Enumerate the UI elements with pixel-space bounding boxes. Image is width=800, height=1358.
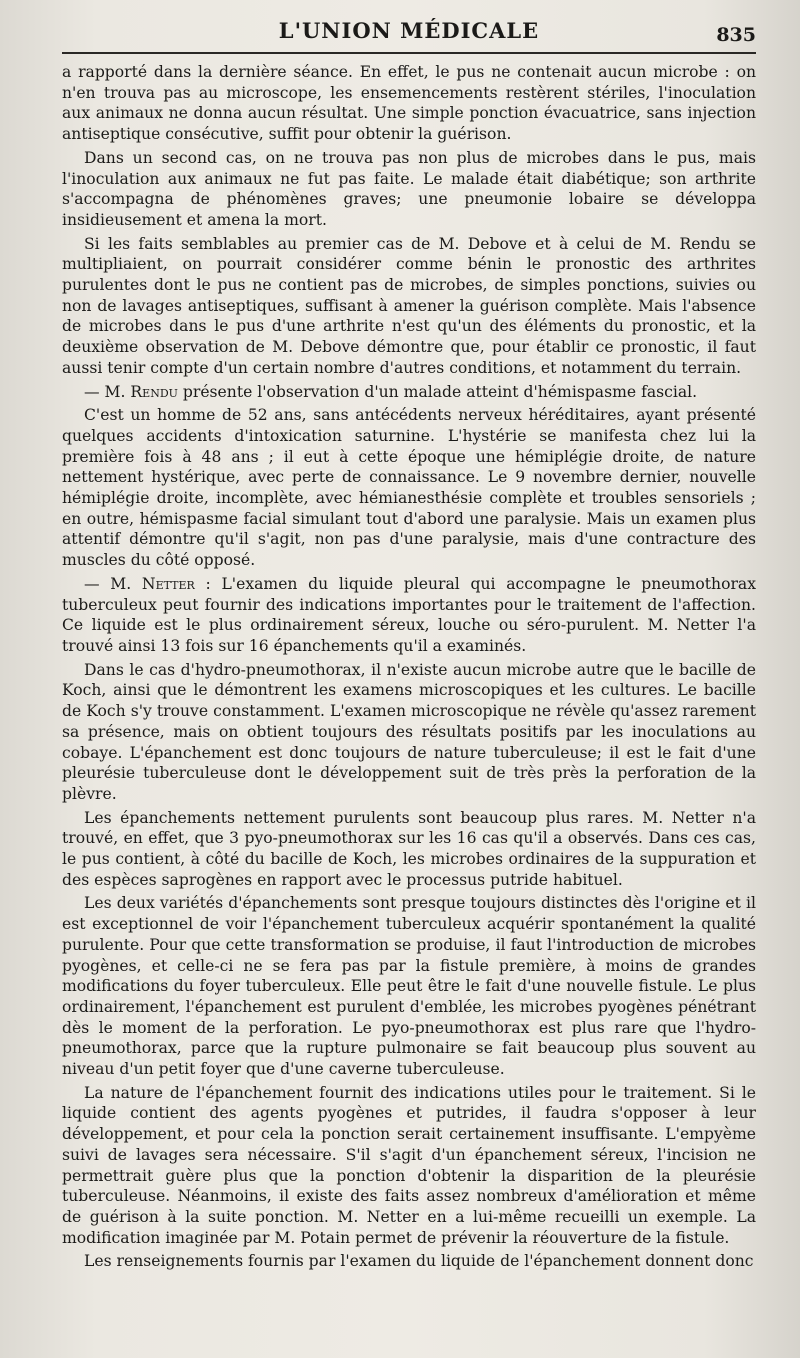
page-header [62, 18, 756, 54]
article-body [62, 62, 756, 1272]
paragraph: Dans un second cas, on ne trouva pas non plus de microbes dans le pus, mais l'inoculation aux animaux ne fut pas faite. Le malade était diabétique; son arthrite s'accompagna de phénomènes graves; une pneumonie lobaire se développa insidieusement et amena la mort. [62, 148, 756, 229]
page-number: 835 [716, 24, 756, 46]
paragraph: a rapporté dans la dernière séance. En effet, le pus ne contenait aucun microbe : on n'en trouva pas au microscope, les ensemencements restèrent stériles, l'inoculation aux animaux ne donna aucun résultat. Une simple ponction évacuatrice, sans injection antiseptique consécutive, suffit pour obtenir la guérison. [62, 63, 756, 144]
paragraph: Dans le cas d'hydro-pneumothorax, il n'existe aucun microbe autre que le bacille de Koch, ainsi que le démontrent les examens microscopiques et les cultures. Le bacille de Koch s'y trouve constamment. L'examen microscopique ne révèle qu'assez rarement sa présence, mais on obtient toujours des résultats positifs par les inoculations au cobaye. L'épanchement est donc toujours de nature tuberculeuse; il est le fait d'une pleurésie tuberculeuse dont le développement suit de très près la perforation de la plèvre. [62, 660, 756, 803]
paragraph: La nature de l'épanchement fournit des indications utiles pour le traitement. Si le liquide contient des agents pyogènes et putrides, il faudra s'opposer à leur développement, et pour cela la ponction serait certainement insuffisante. L'empyème suivi de lavages sera nécessaire. S'il s'agit d'un épanchement séreux, l'incision ne permettrait guère plus que la ponction d'obtenir la disparition de la pleurésie tuberculeuse. Néanmoins, il existe des faits assez nombreux d'amélioration et même de guérison à la suite ponction. M. Netter en a lui-même recueilli un exemple. La modification imaginée par M. Potain permet de prévenir la réouverture de la fistule. [62, 1083, 756, 1247]
paragraph: — M. Netter : L'examen du liquide pleural qui accompagne le pneumothorax tuberculeux peut fournir des indications importantes pour le traitement de l'affection. Ce liquide est le plus ordinairement séreux, louche ou séro-purulent. M. Netter l'a trouvé ainsi 13 fois sur 16 épanchements qu'il a examinés. [62, 574, 757, 655]
paragraph: C'est un homme de 52 ans, sans antécédents nerveux héréditaires, ayant présenté quelques accidents d'intoxication saturnine. L'hystérie se manifesta chez lui la première fois à 48 ans ; il eut à cette époque une hémiplégie droite, de nature nettement hystérique, avec perte de connaissance. Le 9 novembre dernier, nouvelle hémiplégie droite, incomplète, avec hémianesthésie complète et troubles sensoriels ; en outre, hémispasme facial simulant tout d'abord une paralysie. Mais un examen plus attentif démontre qu'il s'agit, non pas d'une paralysie, mais d'une contracture des muscles du côté opposé. [62, 406, 756, 570]
paragraph: Si les faits semblables au premier cas de M. Debove et à celui de M. Rendu se multipliaient, on pourrait considérer comme bénin le pronostic des arthrites purulentes dont le pus ne contient pas de microbes, de simples ponctions, suivies ou non de lavages antiseptiques, suffisant à amener la guérison complète. Mais l'absence de microbes dans le pus d'une arthrite n'est qu'un des éléments du pronostic, et la deuxième observation de M. Debove démontre que, pour établir ce pronostic, il faut aussi tenir compte d'un certain nombre d'autres conditions, et notamment du terrain. [62, 234, 756, 377]
speaker-name: — M. Netter [84, 574, 195, 593]
paragraph: — M. Rendu présente l'observation d'un malade atteint d'hémispasme fascial. [84, 382, 698, 401]
running-title: L'UNION MÉDICALE [278, 18, 540, 43]
paragraph: Les renseignements fournis par l'examen du liquide de l'épanchement donnent donc [84, 1252, 754, 1271]
paragraph: Les deux variétés d'épanchements sont presque toujours distinctes dès l'origine et il est exceptionnel de voir l'épanchement tuberculeux acquérir spontanément la qualité purulente. Pour que cette transformation se produise, il faut l'introduction de microbes pyogènes, et celle-ci ne se fera pas par la fistule première, à moins de grandes modifications du foyer tuberculeux. Elle peut être le fait d'une nouvelle fistule. Le plus ordinairement, l'épanchement est purulent d'emblée, les microbes pyogènes pénétrant dès le moment de la perforation. Le pyo-pneumothorax est plus rare que l'hydro-pneumothorax, parce que la rupture pulmonaire se fait beaucoup plus souvent au niveau d'un petit foyer que d'une caverne tuberculeuse. [62, 894, 756, 1079]
paragraph: Les épanchements nettement purulents sont beaucoup plus rares. M. Netter n'a trouvé, en effet, que 3 pyo-pneumothorax sur les 16 cas qu'il a observés. Dans ces cas, le pus contient, à côté du bacille de Koch, les microbes ordinaires de la suppuration et des espèces saprogènes en rapport avec le processus putride habituel. [62, 808, 756, 889]
speaker-name: — M. Rendu [84, 382, 178, 401]
